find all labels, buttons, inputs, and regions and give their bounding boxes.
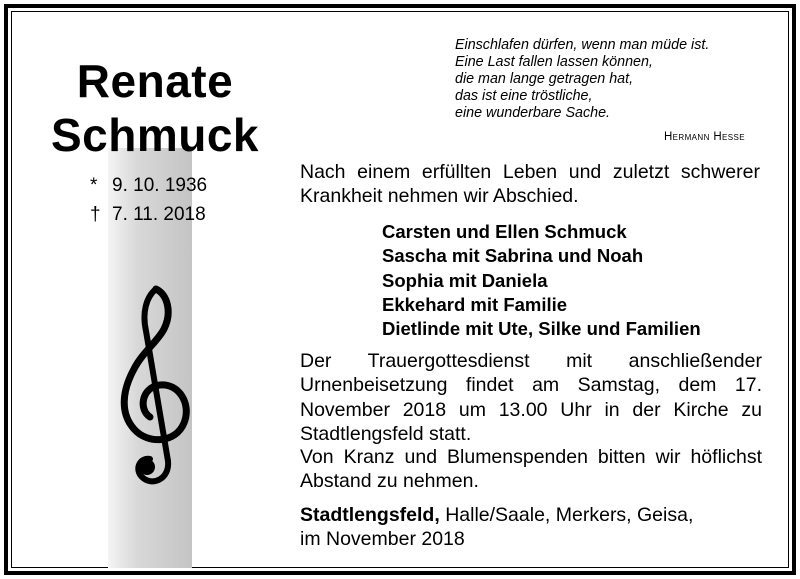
mourner-entry: Dietlinde mit Ute, Silke und Familien <box>382 318 701 340</box>
poem-author: Hermann Hesse <box>663 131 745 143</box>
intro-text: Nach einem erfüllten Leben und zuletzt schwerer Krankheit nehmen wir Abschied. <box>300 161 760 207</box>
mourners-list <box>382 220 762 341</box>
mourner-entry: Sophia mit Daniela <box>382 269 548 291</box>
mourner-entry: Carsten und Ellen Schmuck <box>382 221 627 242</box>
death-date-row <box>90 205 206 224</box>
birth-date: 9. 10. 1936 <box>112 175 208 196</box>
last-name: Schmuck <box>50 109 260 161</box>
service-notice: Der Trauergottesdienst mit anschließender Urnenbeisetzung findet am Samstag, dem 17. November 2018 um 13.00 Uhr in der Kirche zu Stadtlengsfeld statt. <box>300 350 762 445</box>
poem <box>455 37 775 122</box>
mourner-entry: Sascha mit Sabrina und Noah <box>382 245 644 267</box>
first-name: Renate <box>76 55 234 107</box>
poem-line: eine wunderbare Sache. <box>455 105 610 121</box>
birth-date-row <box>90 176 207 195</box>
closing-date: im November 2018 <box>300 528 465 551</box>
death-date: 7. 11. 2018 <box>112 204 206 225</box>
closing-town: Stadtlengsfeld, <box>300 504 440 526</box>
poem-line: Einschlafen dürfen, wenn man müde ist. <box>455 37 710 53</box>
mourner-entry: Ekkehard mit Familie <box>382 293 568 315</box>
birth-symbol: * <box>90 175 98 196</box>
treble-clef-icon <box>112 283 196 489</box>
flowers-note: Von Kranz und Blumenspenden bitten wir höflichst Abstand zu nehmen. <box>300 446 762 493</box>
death-symbol: † <box>90 204 101 225</box>
poem-line: das ist eine tröstliche, <box>455 88 593 104</box>
poem-line: Eine Last fallen lassen können, <box>455 54 653 70</box>
closing-place-date <box>300 503 762 552</box>
poem-line: die man lange getragen hat, <box>455 71 634 87</box>
closing-other-places: Halle/Saale, Merkers, Geisa, <box>439 504 694 526</box>
